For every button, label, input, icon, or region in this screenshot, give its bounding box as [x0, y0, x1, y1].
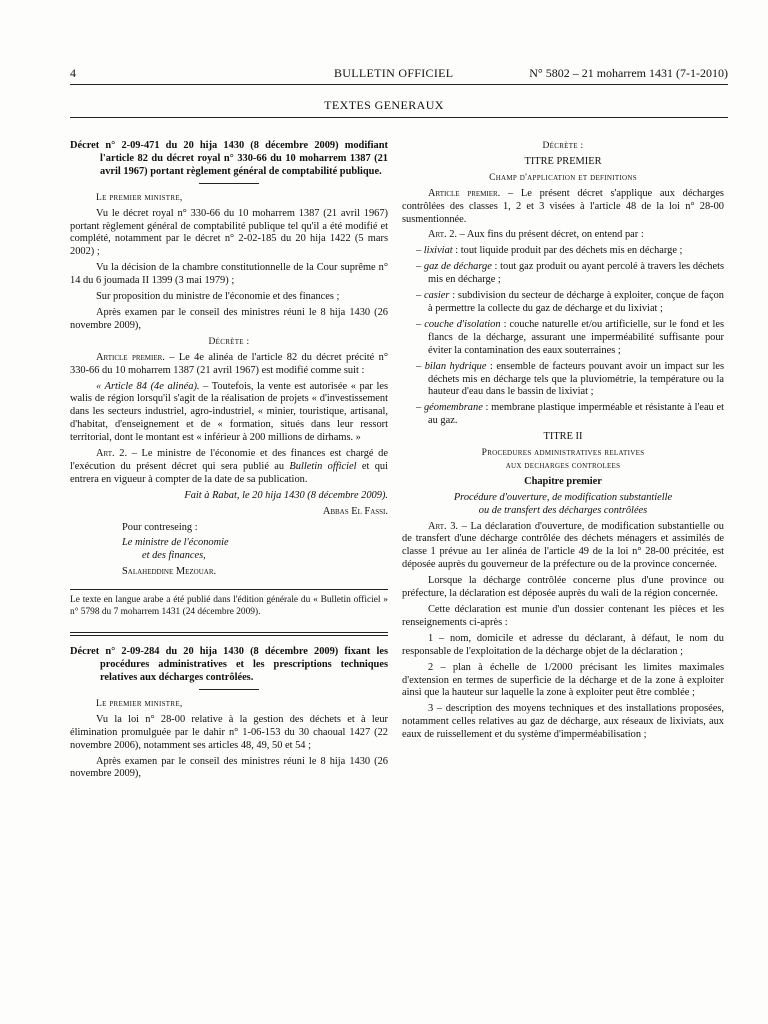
definition-item: – casier : subdivision du secteur de décharge à exploiter, conçue de façon à permettre la collecte du gaz de décharge et du lixiviat ;: [416, 290, 724, 314]
definition-text: : ensemble de facteurs pouvant avoir un impact sur les déchets mis en décharge tels que la pluviométrie, la température ou la hauteur d'eau dans le bassin de lixiviat ;: [428, 360, 724, 398]
definition-term: lixiviat: [423, 245, 453, 257]
dossier-item-1: 1 – nom, domicile et adresse du déclarant, à défaut, le nom du responsable de l'exploitation de la décharge objet de la déclaration ;: [402, 632, 724, 657]
definition-text: : membrane plastique imperméable et résistante à l'eau et au gaz.: [428, 402, 724, 427]
definition-item: – géomembrane : membrane plastique imperméable et résistante à l'eau et au gaz.: [416, 402, 724, 427]
definition-item: – gaz de décharge : tout gaz produit ou ayant percolé à travers les déchets mis en décharge ;: [416, 261, 725, 286]
definition-term: gaz de décharge: [423, 261, 492, 273]
dossier-item-3: 3 – description des moyens techniques et des installations proposées, notamment celles relatives au gaz de décharge, aux réseaux de lixiviats, aux eaux de ruissellement et du système d'imperméabilisation ;: [402, 703, 724, 741]
province-paragraph: Lorsque la décharge contrôlée concerne plus d'une province ou préfecture, la déclaration est déposée auprès du wali de la région concernée.: [402, 575, 724, 600]
definition-text: : tout gaz produit ou ayant percolé à travers les déchets mis en décharge ;: [428, 261, 725, 286]
decree-separator: [70, 632, 388, 636]
left-column: [70, 140, 388, 784]
r-article2-label: Art. 2.: [428, 229, 458, 241]
decree1-visa1: Vu le décret royal n° 330-66 du 10 moharrem 1387 (21 avril 1967) portant règlement général de comptabilité publique tel qu'il a été modifié et complété, notamment par le décret n° 2-02-185 du 20 hija 1422 (5 mars 2002) ;: [70, 207, 388, 258]
issue-number: N° 5802 – 21 moharrem 1431 (7-1-2010): [529, 66, 728, 80]
decree2-exam: Après examen par le conseil des ministres réuni le 8 hija 1430 (26 novembre 2009),: [70, 755, 388, 780]
right-article2: [402, 229, 724, 242]
decree1-fait: Fait à Rabat, le 20 hija 1430 (8 décembre 2009).: [184, 489, 388, 501]
titre-premier: TITRE PREMIER: [524, 155, 602, 167]
quote-text: – Toutefois, la vente est autorisée « par les walis de région lorsqu'il s'agit de la réalisation de projets « d'investissement dans les secteurs industriel, agro-industriel, « minier, touristique, artisanal, d'habitat, d'enseignement et de « formation, situés dans leur ressort territorial, dont le montant est « inférieur à 200 millions de dirhams. »: [70, 380, 388, 444]
chapter-heading: Chapitre premier: [524, 475, 602, 487]
decree1-visa2: Vu la décision de la chambre constitutionnelle de la Cour suprême n° 14 du 6 joumada II 1399 (3 mai 1979) ;: [70, 262, 388, 287]
definition-term: bilan hydrique: [424, 360, 487, 372]
article1-label: Article premier.: [96, 351, 165, 363]
decree2-author: Le premier ministre,: [96, 698, 183, 709]
running-header: [70, 66, 728, 82]
minister-name: Salaheddine Mezouar.: [122, 566, 217, 578]
definition-text: : tout liquide produit par des déchets mis en décharge ;: [452, 245, 683, 257]
r-article3-label: Art. 3.: [428, 520, 459, 532]
decree1-author: Le premier ministre,: [96, 192, 183, 203]
definition-term: casier: [424, 290, 450, 302]
dossier-item-2: 2 – plan à échelle de 1/2000 précisant les limites maximales d'extension en termes de superficie de la décharge et de la zone à exploiter ainsi que la hauteur sur laquelle la zone à exploiter peut être comblée ;: [402, 661, 724, 699]
procedures-heading-1: Procedures administratives relatives: [481, 448, 645, 459]
decree1-decrete: Décrète :: [208, 336, 250, 347]
definition-text: : subdivision du secteur de décharge à exploiter, conçue de façon à permettre la collecte du gaz de décharge et du lixiviat ;: [428, 290, 724, 314]
dossier-paragraph: Cette déclaration est munie d'un dossier contenant les pièces et les renseignements ci-après :: [402, 604, 724, 628]
decree1-signer: Abbas El Fassi.: [322, 505, 388, 517]
article2-text-a: – Le ministre de l'économie et des finances est chargé de l'exécution du présent décret qui sera publié au: [70, 448, 388, 472]
chapter-subtitle-1: Procédure d'ouverture, de modification substantielle: [453, 491, 673, 503]
procedures-heading-2: aux decharges controlees: [505, 460, 621, 471]
decree1-proposal: Sur proposition du ministre de l'économie et des finances ;: [96, 291, 340, 303]
definition-text: : couche naturelle et/ou artificielle, sur le fond et les flancs de la décharge, assurant une imperméabilité suffisante pour éviter la contamination des eaux souterraines ;: [428, 318, 725, 356]
chapter-subtitle-2: ou de transfert des décharges contrôlées: [478, 504, 648, 516]
quote-label: « Article 84 (4e alinéa).: [96, 380, 200, 392]
section-title: TEXTES GENERAUX: [324, 98, 444, 112]
decree1-article1: [70, 352, 388, 378]
note-rule: [70, 589, 388, 590]
article2-text-b: et qui entrera en vigueur à compter de la date de sa publication.: [70, 460, 388, 485]
decree1-title: Décret n° 2-09-471 du 20 hija 1430 (8 décembre 2009) modifiant l'article 82 du décret royal n° 330-66 du 10 moharrem 1387 (21 avril 1967) portant règlement général de comptabilité publique.: [70, 140, 388, 177]
right-article1: [402, 188, 724, 227]
right-column: [402, 140, 724, 745]
arabic-edition-note: Le texte en langue arabe a été publié dans l'édition générale du « Bulletin officiel » n° 5798 du 7 moharrem 1431 (24 décembre 2009).: [70, 595, 388, 618]
decree1-exam: Après examen par le conseil des ministres réuni le 8 hija 1430 (26 novembre 2009),: [70, 306, 388, 331]
definition-item: – bilan hydrique : ensemble de facteurs pouvant avoir un impact sur les déchets mis en décharge tels que la pluviométrie, la température ou la hauteur d'eau dans le bassin de lixiviat ;: [416, 360, 724, 398]
r-article2-text: – Aux fins du présent décret, on entend par :: [457, 229, 644, 241]
contreseing: Pour contreseing :: [122, 521, 198, 533]
right-article3: [402, 521, 724, 573]
page-number: 4: [70, 66, 76, 80]
title-divider-2: [199, 689, 259, 690]
r-article1-label: Article premier.: [428, 187, 501, 199]
decree2-title: Décret n° 2-09-284 du 20 hija 1430 (8 décembre 2009) fixant les procédures administratives et les prescriptions techniques relatives aux décharges contrôlées.: [70, 646, 388, 683]
decree2-visa: Vu la loi n° 28-00 relative à la gestion des déchets et à leur élimination promulguée par le dahir n° 1-06-153 du 30 chaoual 1427 (22 novembre 2006), notamment ses articles 48, 49, 50 et 54 ;: [70, 713, 388, 751]
decrete-heading: Décrète :: [542, 141, 584, 151]
titre-2: TITRE II: [543, 431, 583, 443]
minister-line2: et des finances,: [142, 550, 206, 562]
article2-label: Art. 2.: [96, 448, 128, 460]
definition-term: couche d'isolation: [424, 318, 501, 330]
definition-item: – couche d'isolation : couche naturelle et/ou artificielle, sur le fond et les flancs de la décharge, assurant une imperméabilité suffisante pour éviter la contamination des eaux souterraines ;: [416, 318, 725, 356]
header-rule: [70, 84, 728, 85]
definition-term: géomembrane: [423, 402, 483, 414]
bulletin-title: BULLETIN OFFICIEL: [334, 66, 454, 80]
article1-text: – Le 4e alinéa de l'article 82 du décret précité n° 330-66 du 10 moharrem 1387 (21 avril 1967) est modifié comme suit :: [70, 351, 388, 376]
title-divider: [199, 183, 259, 184]
decree1-quote: [70, 381, 388, 446]
section-rule: [70, 117, 728, 118]
definition-item: – lixiviat : tout liquide produit par des déchets mis en décharge ;: [416, 245, 683, 257]
bulletin-officiel-ref: Bulletin officiel: [289, 460, 357, 472]
decree1-article2: [70, 448, 388, 487]
r-article1-text: – Le présent décret s'applique aux décharges contrôlées des classes 1, 2 et 3 visées à l'article 48 de la loi n° 28-00 susmentionnée.: [402, 187, 724, 225]
r-article3-text: – La déclaration d'ouverture, de modification substantielle ou de transfert d'une décharge contrôlée des déchets ménagers et assimilés de classe 1 prévue au 1er alinéa de l'article 49 de la loi n° 28-00 précitée, est déposée auprès du gouverneur de la préfecture ou de la province concernée.: [402, 520, 724, 571]
minister-line1: Le ministre de l'économie: [122, 537, 229, 549]
champ-heading: Champ d'application et definitions: [489, 172, 637, 183]
